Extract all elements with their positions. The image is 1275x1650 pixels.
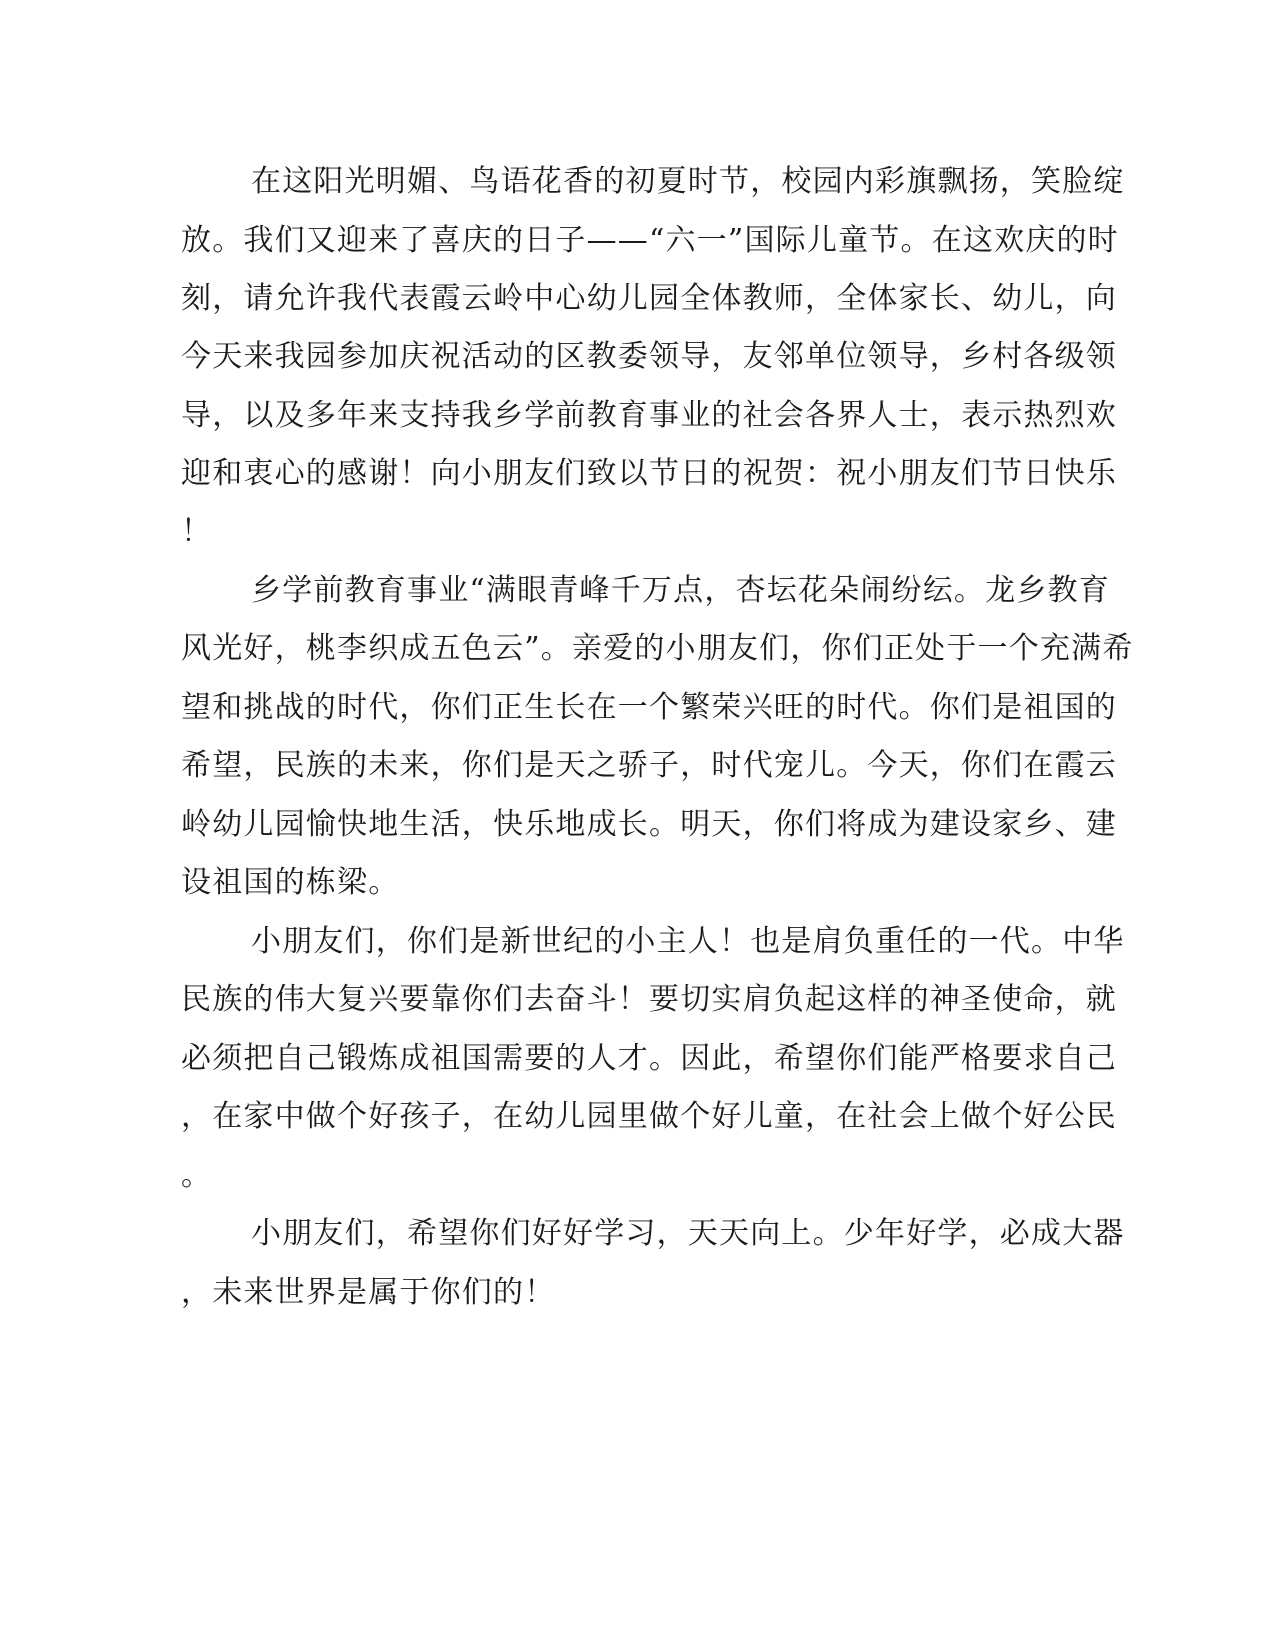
paragraph-line: 小朋友们，你们是新世纪的小主人！也是肩负重任的一代。中华 bbox=[251, 924, 1125, 959]
paragraph-line: 在这阳光明媚、鸟语花香的初夏时节，校园内彩旗飘扬，笑脸绽 bbox=[251, 164, 1125, 199]
paragraph-line: ，未来世界是属于你们的！ bbox=[181, 1275, 556, 1310]
paragraph-line: 设祖国的栋梁。 bbox=[181, 865, 400, 900]
paragraph-line: 乡学前教育事业“满眼青峰千万点，杏坛花朵闹纷纭。龙乡教育 bbox=[251, 573, 1110, 608]
paragraph-line: 刻，请允许我代表霞云岭中心幼儿园全体教师，全体家长、幼儿，向 bbox=[181, 281, 1117, 316]
paragraph-line: 望和挑战的时代，你们正生长在一个繁荣兴旺的时代。你们是祖国的 bbox=[181, 690, 1117, 725]
paragraph-line: 必须把自己锻炼成祖国需要的人才。因此，希望你们能严格要求自己 bbox=[181, 1041, 1117, 1076]
paragraph-line: 风光好，桃李织成五色云”。亲爱的小朋友们，你们正处于一个充满希 bbox=[181, 631, 1134, 666]
paragraph-line: 放。我们又迎来了喜庆的日子——“六一”国际儿童节。在这欢庆的时 bbox=[181, 223, 1119, 258]
paragraph-line: 小朋友们，希望你们好好学习，天天向上。少年好学，必成大器 bbox=[251, 1216, 1125, 1251]
paragraph-line: 导，以及多年来支持我乡学前教育事业的社会各界人士，表示热烈欢 bbox=[181, 398, 1117, 433]
paragraph-line: 。 bbox=[181, 1158, 213, 1193]
paragraph-line: 民族的伟大复兴要靠你们去奋斗！要切实肩负起这样的神圣使命，就 bbox=[181, 982, 1117, 1017]
paragraph-line: 岭幼儿园愉快地生活，快乐地成长。明天，你们将成为建设家乡、建 bbox=[181, 807, 1117, 842]
paragraph-line: 希望，民族的未来，你们是天之骄子，时代宠儿。今天，你们在霞云 bbox=[181, 748, 1117, 783]
paragraph-line: ，在家中做个好孩子，在幼儿园里做个好儿童，在社会上做个好公民 bbox=[181, 1099, 1117, 1134]
paragraph-line: 今天来我园参加庆祝活动的区教委领导，友邻单位领导，乡村各级领 bbox=[181, 339, 1117, 374]
paragraph-line: 迎和衷心的感谢！向小朋友们致以节日的祝贺：祝小朋友们节日快乐 bbox=[181, 456, 1117, 491]
paragraph-line: ！ bbox=[181, 514, 213, 549]
